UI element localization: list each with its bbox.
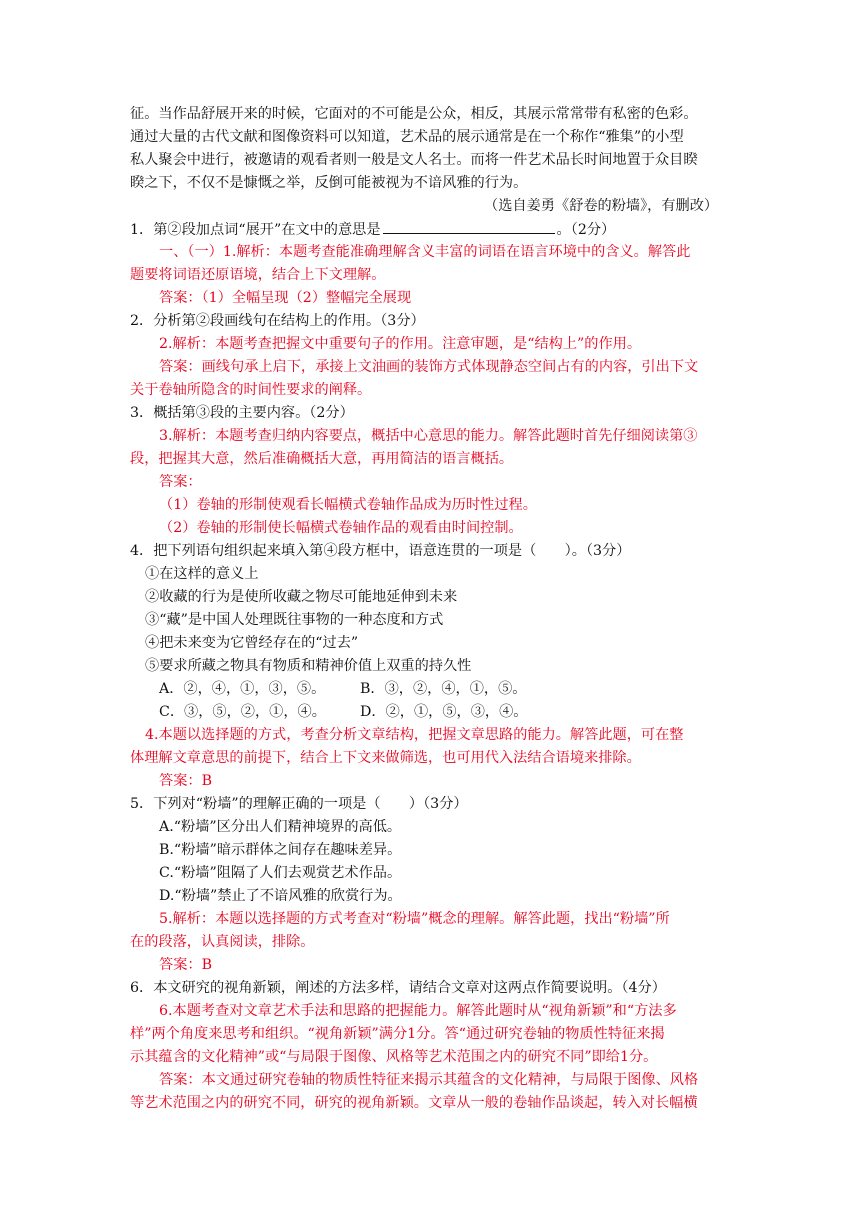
question-6-stem: 6．本文研究的视角新颖，阐述的方法多样，请结合文章对这两点作简要说明。（4分） bbox=[130, 980, 666, 996]
answer-blank bbox=[383, 219, 555, 234]
question-1-stem-before: 1．第②段加点词“展开”在文中的意思是 bbox=[130, 222, 381, 238]
question-4-option-c: C．③，⑤，②，①，④。 bbox=[159, 704, 326, 720]
question-4-item: ①在这样的意义上 bbox=[145, 566, 259, 582]
question-4-item: ③“藏”是中国人处理既往事物的一种态度和方式 bbox=[145, 612, 444, 628]
question-3-analysis: 段，把握其大意，然后准确概括大意，再用简洁的语言概括。 bbox=[130, 451, 514, 467]
question-3-analysis: 3.解析：本题考查归纳内容要点，概括中心意思的能力。解答此题时首先仔细阅读第③ bbox=[159, 428, 698, 444]
passage-line: 通过大量的古代文献和图像资料可以知道，艺术品的展示通常是在一个称作“雅集”的小型 bbox=[130, 129, 684, 145]
passage-line: 征。当作品舒展开来的时候，它面对的不可能是公众，相反，其展示常常带有私密的色彩。 bbox=[130, 106, 698, 122]
question-1-stem bbox=[130, 219, 615, 240]
question-5-option: C.“粉墙”阻隔了人们去观赏艺术作品。 bbox=[159, 865, 402, 881]
question-2-stem: 2．分析第②段画线句在结构上的作用。（3分） bbox=[130, 313, 425, 329]
question-1-analysis: 一、（一）1.解析：本题考查能准确理解含义丰富的词语在语言环境中的含义。解答此 bbox=[159, 244, 691, 260]
question-3-stem: 3．概括第③段的主要内容。（2分） bbox=[130, 405, 354, 421]
passage-line: 私人聚会中进行，被邀请的观看者则一般是文人名士。而将一件艺术品长时间地置于众目睽 bbox=[130, 152, 698, 168]
question-3-answer-point: （2）卷轴的形制使长幅横式卷轴作品的观看由时间控制。 bbox=[159, 520, 523, 536]
question-4-analysis: 4.本题以选择题的方式，考查分析文章结构，把握文章思路的能力。解答此题，可在整 bbox=[145, 727, 684, 743]
question-3-answer-point: （1）卷轴的形制使观看长幅横式卷轴作品成为历时性过程。 bbox=[159, 497, 537, 513]
question-1-stem-after: 。（2分） bbox=[556, 222, 616, 238]
question-5-answer: 答案：B bbox=[159, 957, 212, 973]
question-2-answer: 答案：画线句承上启下，承接上文油画的装饰方式体现静态空间占有的内容，引出下文 bbox=[159, 359, 699, 375]
question-5-stem: 5．下列对“粉墙”的理解正确的一项是（ ）（3分） bbox=[130, 796, 468, 812]
question-6-answer: 等艺术范围之内的研究不同，研究的视角新颖。文章从一般的卷轴作品谈起，转入对长幅横 bbox=[130, 1095, 698, 1111]
question-4-stem: 4．把下列语句组织起来填入第④段方框中，语意连贯的一项是（ ）。（3分） bbox=[130, 543, 631, 559]
question-4-analysis: 体理解文章意思的前提下，结合上下文来做筛选，也可用代入法结合语境来排除。 bbox=[130, 750, 641, 766]
question-6-answer: 答案：本文通过研究卷轴的物质性特征来揭示其蕴含的文化精神，与局限于图像、风格 bbox=[159, 1072, 699, 1088]
question-5-option: A.“粉墙”区分出人们精神境界的高低。 bbox=[159, 819, 402, 835]
question-6-analysis: 6.本题考查对文章艺术手法和思路的把握能力。解答此题时从“视角新颖”和“方法多 bbox=[159, 1003, 677, 1019]
question-5-analysis: 在的段落，认真阅读，排除。 bbox=[130, 934, 315, 950]
question-4-item: ⑤要求所藏之物具有物质和精神价值上双重的持久性 bbox=[145, 658, 472, 674]
question-5-analysis: 5.解析：本题以选择题的方式考查对“粉墙”概念的理解。解答此题，找出“粉墙”所 bbox=[159, 911, 670, 927]
question-3-answer-label: 答案： bbox=[159, 474, 202, 490]
question-4-option-a: A．②，④，①，③，⑤。 bbox=[159, 681, 326, 697]
question-4-answer: 答案：B bbox=[159, 773, 212, 789]
question-4-item: ②收藏的行为是使所收藏之物尽可能地延伸到未来 bbox=[145, 589, 458, 605]
question-4-option-b: B．③，②，④，①，⑤。 bbox=[360, 681, 527, 697]
question-5-option: D.“粉墙”禁止了不谙风雅的欣赏行为。 bbox=[159, 888, 402, 904]
question-6-analysis: 示其蕴含的文化精神”或“与局限于图像、风格等艺术范围之内的研究不同”即给1分。 bbox=[130, 1049, 658, 1065]
question-2-answer: 关于卷轴所隐含的时间性要求的阐释。 bbox=[130, 382, 372, 398]
question-2-analysis: 2.解析：本题考查把握文中重要句子的作用。注意审题，是“结构上”的作用。 bbox=[159, 336, 642, 352]
question-1-analysis: 题要将词语还原语境，结合上下文理解。 bbox=[130, 267, 386, 283]
question-5-option: B.“粉墙”暗示群体之间存在趣味差异。 bbox=[159, 842, 402, 858]
passage-source: （选自姜勇《舒卷的粉墙》，有删改） bbox=[484, 198, 719, 214]
question-1-answer: 答案：（1）全幅呈现（2）整幅完全展现 bbox=[159, 290, 412, 306]
question-4-option-d: D．②，①，⑤，③，④。 bbox=[360, 704, 528, 720]
question-6-analysis: 样”两个角度来思考和组织。“视角新颖”满分1分。答“通过研究卷轴的物质性特征来揭 bbox=[130, 1026, 665, 1042]
question-4-item: ④把未来变为它曾经存在的“过去” bbox=[145, 635, 359, 651]
passage-line: 睽之下，不仅不是慷慨之举，反倒可能被视为不谙风雅的行为。 bbox=[130, 175, 528, 191]
